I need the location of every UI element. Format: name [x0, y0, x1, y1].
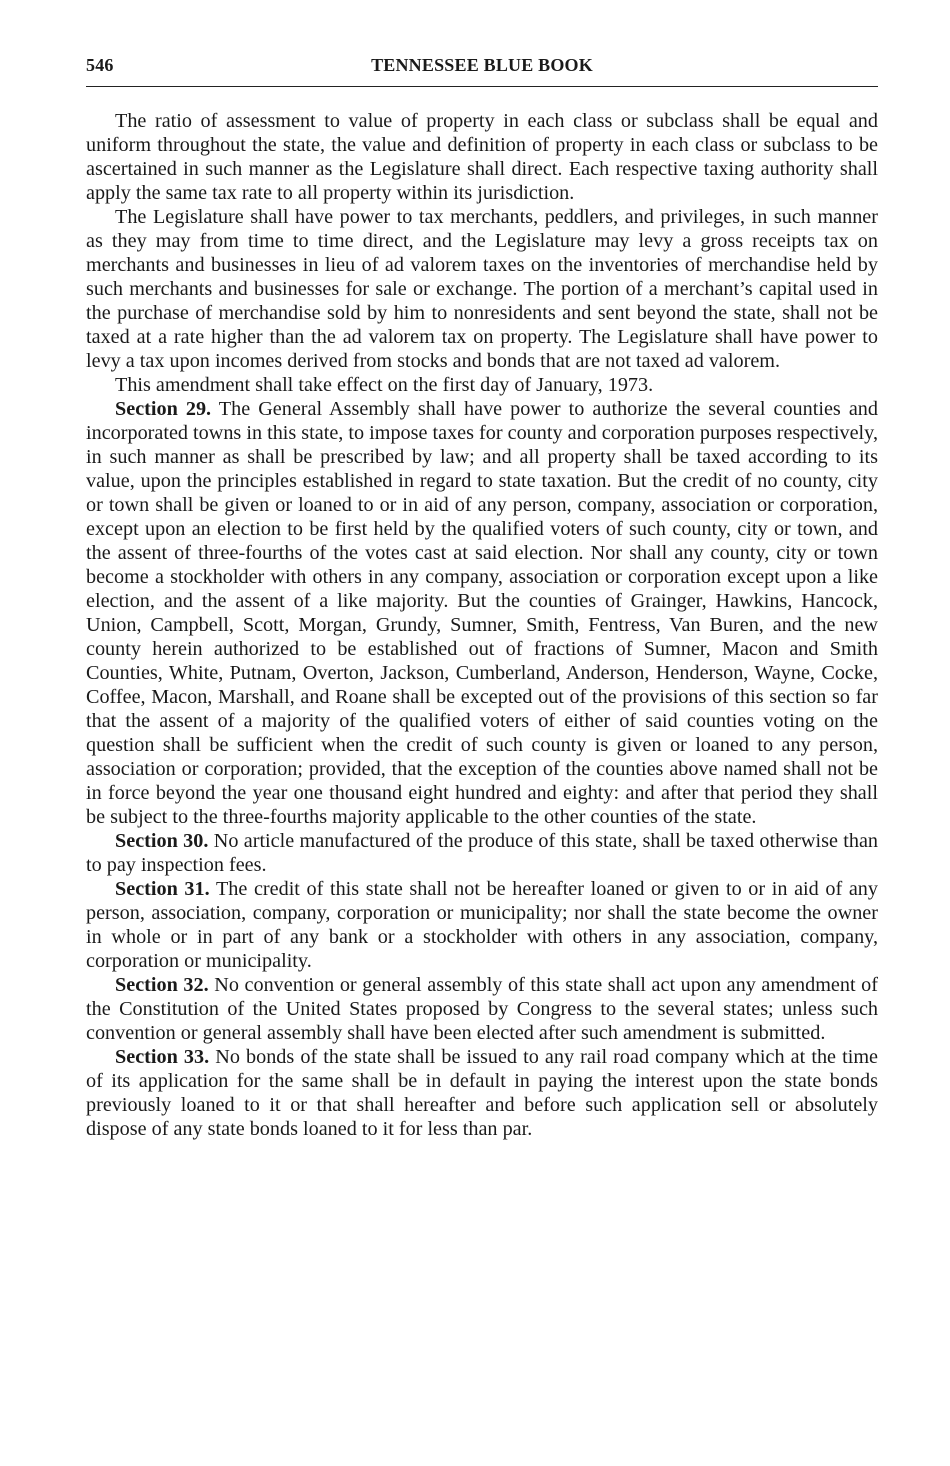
paragraph-assessment-ratio: The ratio of assessment to value of property in each class or subclass shall be equal and uniform throughout the state, the value and definition of property in each class or subclass to be ascertained in such manner as the Legislature shall direct. Each respective taxing authority shall apply the same tax rate to all property within its jurisdiction. [86, 110, 878, 204]
document-page [86, 52, 878, 1141]
body-text [86, 109, 878, 1141]
section-text: No convention or general assembly of this state shall act upon any amendment of the Constitution of the United States proposed by Congress to the several states; unless such convention or general assembly shall have been elected after such amendment is submitted. [86, 974, 878, 1044]
section-31 [86, 877, 878, 973]
section-33 [86, 1045, 878, 1141]
paragraph-effective-date: This amendment shall take effect on the first day of January, 1973. [115, 374, 654, 396]
section-text: No article manufactured of the produce of this state, shall be taxed otherwise than to pay inspection fees. [86, 830, 879, 876]
section-text: The General Assembly shall have power to authorize the several counties and incorporated towns in this state, to impose taxes for county and corporation purposes respectively, in such manner as shall be prescribed by law; and all property shall be taxed according to its value, upon the principles established in regard to state taxation. But the credit of no county, city or town shall be given or loaned to or in aid of any person, company, association or corporation, except upon an election to be first held by the qualified voters of such county, city or town, and the assent of three-fourths of the votes cast at said election. Nor shall any county, city or town become a stockholder with others in any company, association or corporation except upon a like election, and the assent of a like majority. But the counties of Grainger, Hawkins, Hancock, Union, Campbell, Scott, Morgan, Grundy, Sumner, Smith, Fentress, Van Buren, and the new county herein authorized to be established out of fractions of Sumner, Macon and Smith Counties, White, Putnam, Overton, Jackson, Cumberland, Anderson, Henderson, Wayne, Cocke, Coffee, Macon, Marshall, and Roane shall be excepted out of the provisions of this section so far that the assent of a majority of the qualified voters of either of said counties voting on the question shall be sufficient when the credit of such county is given or loaned to any person, association or corporation; provided, that the exception of the counties above named shall not be in force beyond the year one thousand eight hundred and eighty: and after that period they shall be subject to the three-fourths majority applicable to the other counties of the state. [86, 398, 878, 828]
section-32 [86, 973, 878, 1045]
header-rule [86, 86, 878, 87]
section-text: The credit of this state shall not be hereafter loaned or given to or in aid of any person, association, company, corporation or municipality; nor shall the state become the owner in whole or in part of any bank or a stockholder with others in any association, company, corporation or municipality. [86, 878, 878, 972]
running-header [86, 52, 878, 78]
paragraph-merchant-tax: The Legislature shall have power to tax merchants, peddlers, and privileges, in such manner as they may from time to time direct, and the Legislature may levy a gross receipts tax on merchants and businesses in lieu of ad valorem taxes on the inventories of merchandise held by such merchants and businesses for sale or exchange. The portion of a merchant’s capital used in the purchase of merchandise sold by him to nonresidents and sent beyond the state, shall not be taxed at a rate higher than the ad valorem tax on property. The Legislature shall have power to levy a tax upon incomes derived from stocks and bonds that are not taxed ad valorem. [86, 206, 878, 372]
section-label: Section 31. [115, 878, 210, 900]
section-30 [86, 829, 878, 877]
section-label: Section 32. [115, 974, 209, 996]
section-text: No bonds of the state shall be issued to any rail road company which at the time of its application for the same shall be in default in paying the interest upon the state bonds previously loaned to it or that shall hereafter and before such application sell or absolutely dispose of any state bonds loaned to it for less than par. [86, 1046, 878, 1140]
page-number: 546 [86, 55, 114, 75]
section-label: Section 33. [115, 1046, 210, 1068]
section-label: Section 30. [115, 830, 209, 852]
book-title: TENNESSEE BLUE BOOK [371, 55, 593, 75]
section-29 [86, 397, 878, 829]
section-label: Section 29. [115, 398, 212, 420]
